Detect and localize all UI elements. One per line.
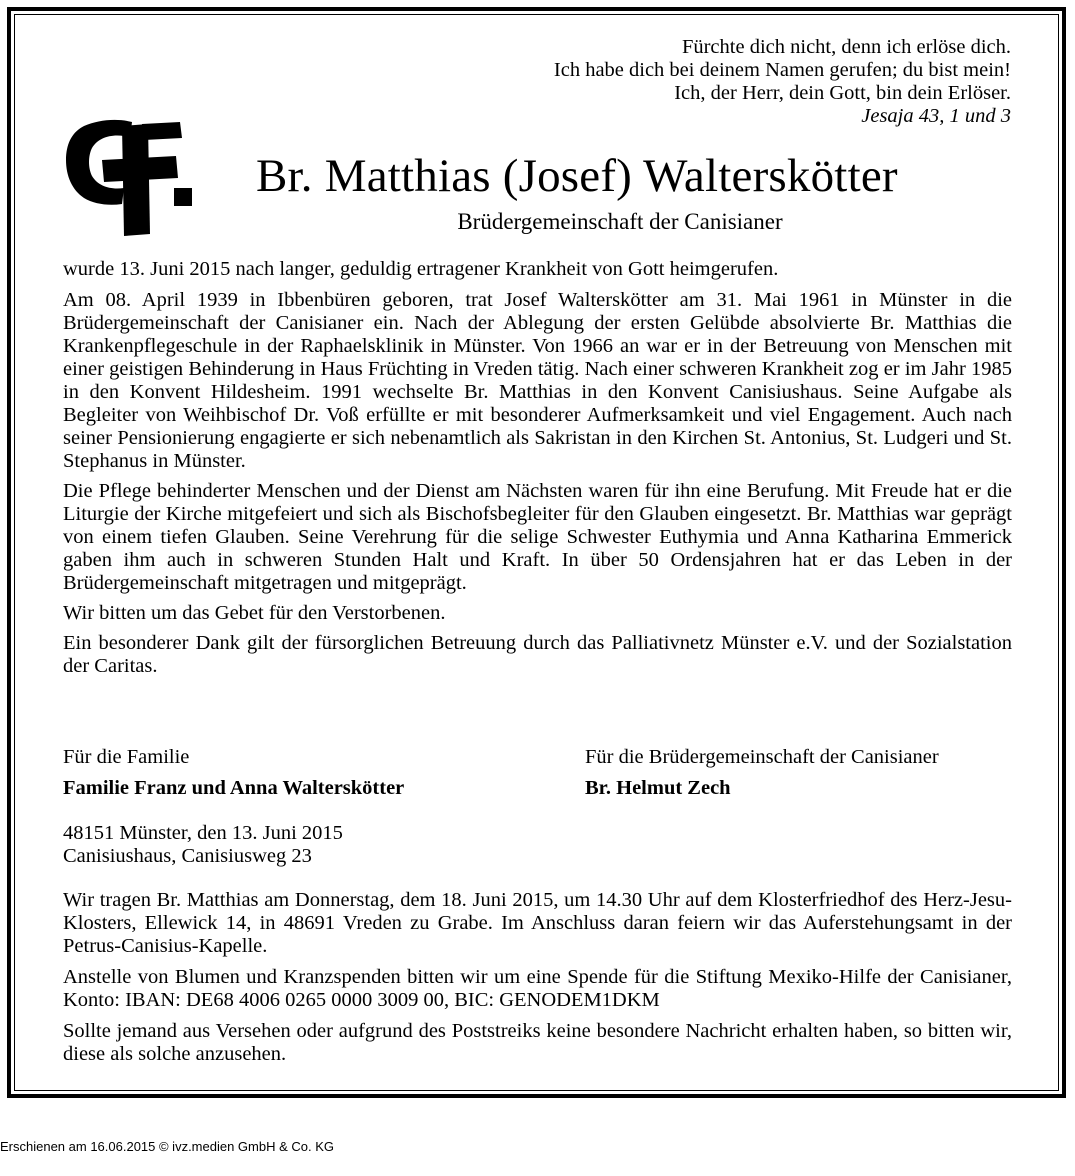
community-name: Brüdergemeinschaft der Canisianer: [457, 209, 783, 234]
verse-line-3: Ich, der Herr, dein Gott, bin dein Erlöser.: [674, 82, 1011, 104]
deceased-name: Br. Matthias (Josef) Walterskötter: [256, 150, 898, 202]
body-paragraph: Wir bitten um das Gebet für den Verstorbenen.: [63, 602, 446, 624]
bible-verse: [554, 36, 1011, 128]
verse-line-1: Fürchte dich nicht, denn ich erlöse dich.: [681, 36, 1011, 58]
verse-line-2: Ich habe dich bei deinem Namen gerufen; du bist mein!: [553, 59, 1011, 81]
obituary-body: [63, 258, 1012, 685]
burial-notice: [63, 889, 1012, 1074]
publication-credit: Erschienen am 16.06.2015 © ivz.medien GmbH & Co. KG: [0, 1139, 335, 1154]
signature-name: Familie Franz und Anna Walterskötter: [63, 777, 405, 799]
signature-name: Br. Helmut Zech: [585, 777, 731, 799]
signature-community: [585, 746, 939, 800]
burial-paragraph: Wir tragen Br. Matthias am Donnerstag, dem 18. Juni 2015, um 14.30 Uhr auf dem Klosterfriedhof des Herz-Jesu-Klosters, Ellewick 14, in 48691 Vreden zu Grabe. Im Anschluss daran feiern wir das Auferstehungsamt in der Petrus-Canisius-Kapelle.: [63, 889, 1012, 957]
donation-paragraph: Anstelle von Blumen und Kranzspenden bitten wir um eine Spende für die Stiftung Mexiko-Hilfe der Canisianer, Konto: IBAN: DE68 4006 0265 0000 3009 00, BIC: GENODEM1DKM: [63, 966, 1012, 1011]
place-and-date: [63, 822, 343, 868]
notice-paragraph: Sollte jemand aus Versehen oder aufgrund des Poststreiks keine besondere Nachricht erhalten haben, so bitten wir, diese als solche anzusehen.: [63, 1020, 1012, 1065]
body-paragraph: Am 08. April 1939 in Ibbenbüren geboren, trat Josef Walterskötter am 31. Mai 1961 in Münster in die Brüdergemeinschaft der Canisianer ein. Nach der Ablegung der ersten Gelübde absolvierte Br. Matthias die Krankenpflegeschule in der Raphaelsklinik in Münster. Von 1966 an war er in der Betreuung von Menschen mit einer geistigen Behinderung in Haus Früchting in Vreden tätig. Nach einer schweren Krankheit zog er im Jahr 1985 in den Konvent Hildesheim. 1991 wechselte Br. Matthias in den Konvent Canisiushaus. Seine Aufgabe als Begleiter von Weihbischof Dr. Voß erfüllte er mit besonderer Aufmerksamkeit und viel Engagement. Auch nach seiner Pensionierung engagierte er sich nebenamtlich als Sakristan in den Kirchen St. Antonius, St. Ludgeri und St. Stephanus in Münster.: [63, 289, 1012, 472]
body-paragraph: Die Pflege behinderter Menschen und der Dienst am Nächsten waren für ihn eine Berufung. Mit Freude hat er die Liturgie der Kirche mitgefeiert und sich als Bischofsbegleiter für den Glauben eingesetzt. Br. Matthias war geprägt von einem tiefen Glauben. Seine Verehrung für die selige Schwester Euthymia und Anna Katharina Emmerick gaben ihm auch in schweren Stunden Halt und Kraft. In über 50 Ordensjahren hat er das Leben in der Brüdergemeinschaft mitgetragen und mitgeprägt.: [63, 480, 1012, 594]
signature-family: [63, 746, 404, 800]
body-paragraph: wurde 13. Juni 2015 nach langer, geduldig ertragener Krankheit von Gott heimgerufen.: [63, 258, 779, 280]
signature-label: Für die Brüdergemeinschaft der Canisianer: [585, 746, 939, 768]
place-date-line: 48151 Münster, den 13. Juni 2015: [63, 822, 343, 844]
address-line: Canisiushaus, Canisiusweg 23: [63, 845, 312, 867]
verse-reference: Jesaja 43, 1 und 3: [861, 105, 1011, 127]
signature-label: Für die Familie: [63, 746, 190, 768]
body-paragraph: Ein besonderer Dank gilt der fürsorglichen Betreuung durch das Palliativnetz Münster e.V. und der Sozialstation der Caritas.: [63, 632, 1012, 677]
